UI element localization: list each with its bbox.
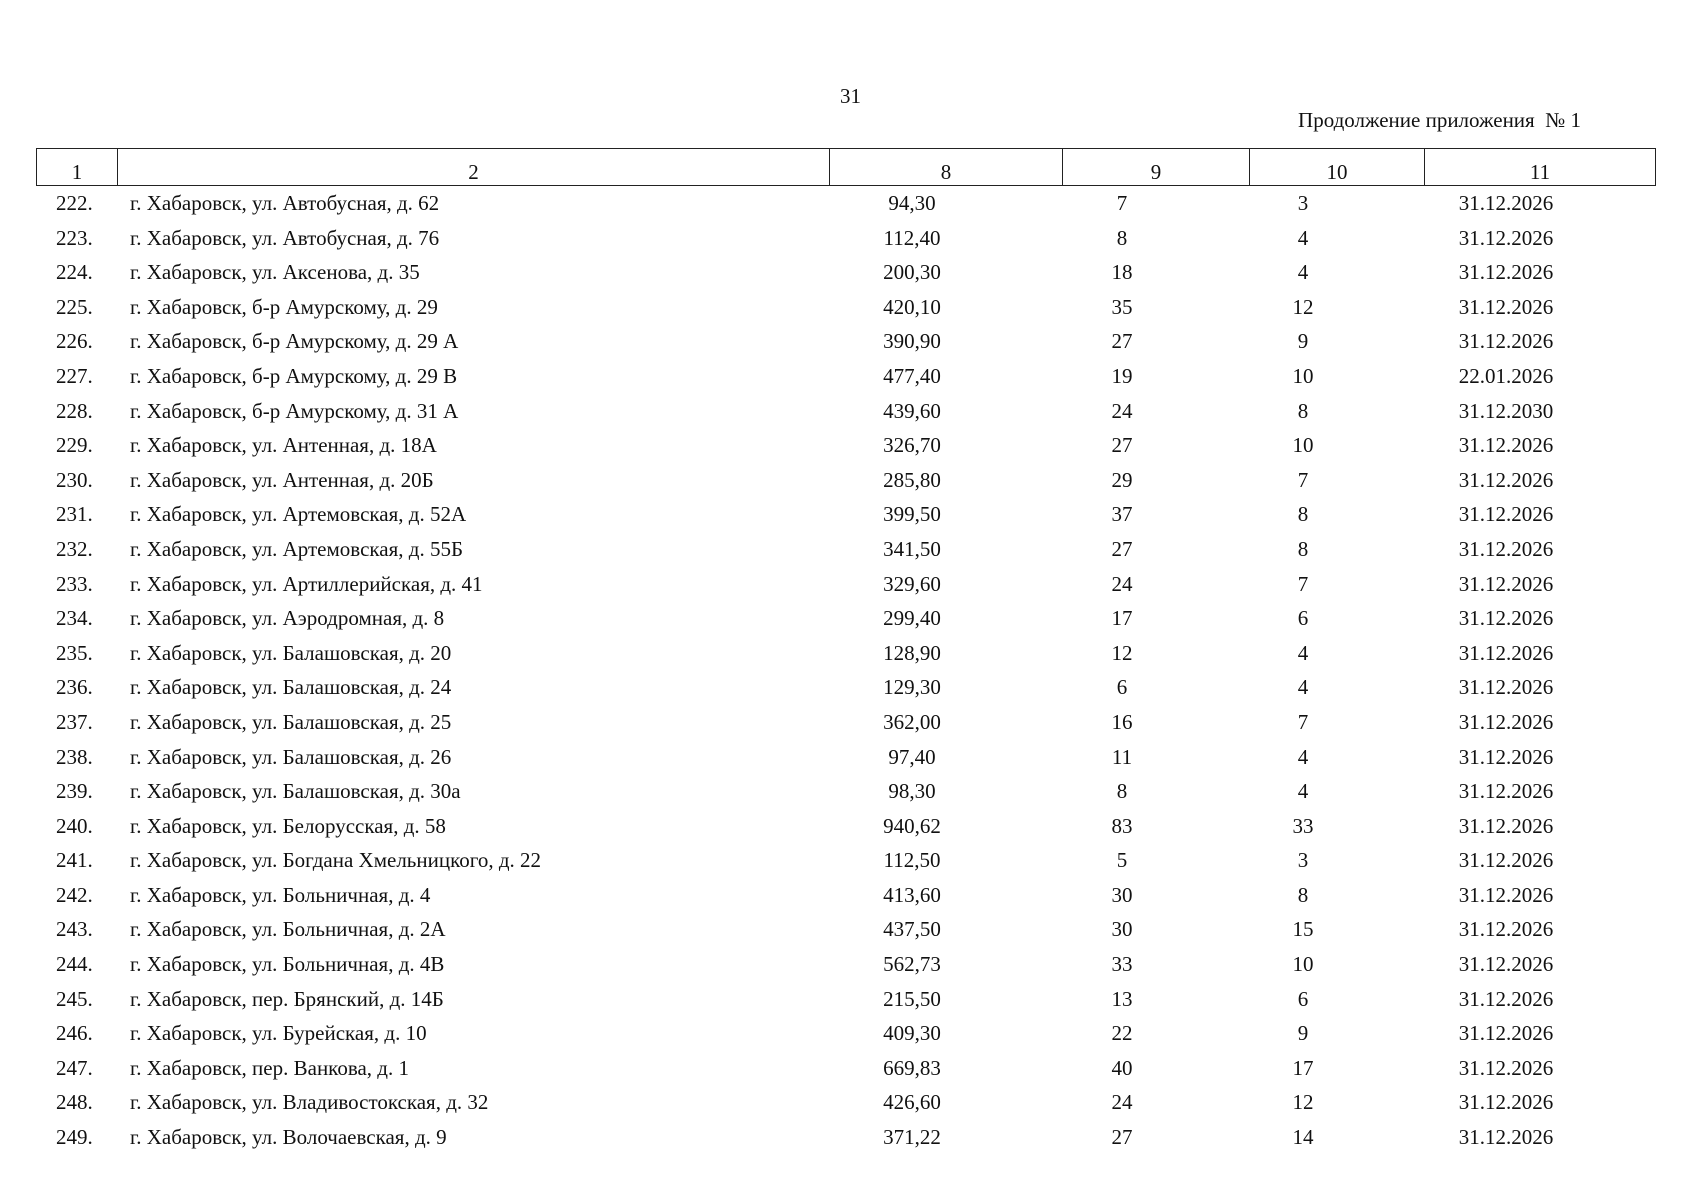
row-col-9: 24	[1111, 398, 1133, 423]
header-col-2: 2	[118, 149, 830, 186]
row-col-9: 27	[1111, 1125, 1133, 1150]
row-area: 477,40	[883, 363, 941, 388]
row-col-9: 13	[1111, 986, 1133, 1011]
table-row	[36, 604, 1656, 639]
row-address: г. Хабаровск, ул. Артемовская, д. 52А	[130, 502, 467, 527]
table-row	[36, 708, 1656, 743]
table-row	[36, 985, 1656, 1020]
row-area: 409,30	[883, 1021, 941, 1046]
row-number: 226.	[56, 329, 93, 354]
table-row	[36, 258, 1656, 293]
row-col-9: 6	[1116, 675, 1128, 700]
table-row	[36, 189, 1656, 224]
row-col-10: 8	[1297, 398, 1309, 423]
row-address: г. Хабаровск, ул. Антенная, д. 20Б	[130, 467, 434, 492]
row-address: г. Хабаровск, ул. Антенная, д. 18А	[130, 433, 437, 458]
row-date: 31.12.2026	[1458, 952, 1554, 977]
row-number: 222.	[56, 191, 93, 215]
row-date: 31.12.2026	[1458, 1021, 1554, 1046]
row-address: г. Хабаровск, ул. Больничная, д. 2А	[130, 917, 446, 942]
row-col-9: 8	[1116, 779, 1128, 804]
row-col-10: 4	[1297, 640, 1309, 665]
table-row	[36, 327, 1656, 362]
row-address: г. Хабаровск, ул. Богдана Хмельницкого, д. 22	[130, 848, 542, 873]
row-number: 247.	[56, 1055, 93, 1080]
row-col-10: 7	[1297, 467, 1309, 492]
row-number: 232.	[56, 536, 93, 561]
row-col-10: 9	[1297, 329, 1309, 354]
row-col-10: 7	[1297, 571, 1309, 596]
row-number: 228.	[56, 398, 93, 423]
row-col-10: 7	[1297, 709, 1309, 734]
row-area: 390,90	[883, 329, 941, 354]
row-col-10: 4	[1297, 225, 1309, 250]
row-date: 22.01.2026	[1458, 363, 1554, 388]
row-col-9: 30	[1111, 917, 1133, 942]
header-col-11: 11	[1425, 149, 1656, 186]
row-col-9: 35	[1111, 294, 1133, 319]
table-row	[36, 362, 1656, 397]
row-number: 227.	[56, 363, 93, 388]
table-row	[36, 224, 1656, 259]
row-col-10: 4	[1297, 779, 1309, 804]
row-date: 31.12.2026	[1458, 917, 1554, 942]
row-area: 129,30	[883, 675, 941, 700]
row-col-9: 8	[1116, 225, 1128, 250]
row-area: 439,60	[883, 398, 941, 423]
row-col-10: 14	[1292, 1125, 1314, 1150]
table-row	[36, 570, 1656, 605]
row-area: 112,50	[883, 848, 941, 873]
row-area: 399,50	[883, 502, 941, 527]
row-number: 248.	[56, 1090, 93, 1115]
row-number: 237.	[56, 709, 93, 734]
row-address: г. Хабаровск, ул. Автобусная, д. 76	[130, 225, 440, 250]
row-address: г. Хабаровск, ул. Артиллерийская, д. 41	[130, 571, 483, 596]
row-area: 329,60	[883, 571, 941, 596]
column-header-table	[36, 148, 1656, 186]
row-area: 437,50	[883, 917, 941, 942]
row-col-9: 12	[1111, 640, 1133, 665]
row-date: 31.12.2026	[1458, 779, 1554, 804]
row-number: 238.	[56, 744, 93, 769]
row-number: 243.	[56, 917, 93, 942]
row-col-10: 10	[1292, 433, 1314, 458]
row-number: 235.	[56, 640, 93, 665]
row-date: 31.12.2026	[1458, 1125, 1554, 1150]
row-col-9: 27	[1111, 433, 1133, 458]
row-number: 242.	[56, 882, 93, 907]
table-row	[36, 915, 1656, 950]
row-date: 31.12.2026	[1458, 882, 1554, 907]
row-date: 31.12.2026	[1458, 260, 1554, 285]
row-number: 234.	[56, 606, 93, 631]
row-address: г. Хабаровск, ул. Белорусская, д. 58	[130, 813, 446, 838]
table-row	[36, 639, 1656, 674]
row-area: 285,80	[883, 467, 941, 492]
row-address: г. Хабаровск, б-р Амурскому, д. 31 А	[130, 398, 459, 423]
row-col-9: 19	[1111, 363, 1133, 388]
row-area: 426,60	[883, 1090, 941, 1115]
row-area: 299,40	[883, 606, 941, 631]
row-address: г. Хабаровск, ул. Больничная, д. 4В	[130, 952, 445, 977]
row-date: 31.12.2026	[1458, 467, 1554, 492]
row-number: 244.	[56, 952, 93, 977]
row-number: 224.	[56, 260, 93, 285]
row-address: г. Хабаровск, ул. Волочаевская, д. 9	[130, 1125, 447, 1150]
table-row	[36, 673, 1656, 708]
row-col-9: 29	[1111, 467, 1133, 492]
row-col-9: 40	[1111, 1055, 1133, 1080]
row-number: 223.	[56, 225, 93, 250]
row-address: г. Хабаровск, ул. Артемовская, д. 55Б	[130, 536, 464, 561]
row-date: 31.12.2026	[1458, 640, 1554, 665]
row-col-10: 9	[1297, 1021, 1309, 1046]
row-address: г. Хабаровск, ул. Владивостокская, д. 32	[130, 1090, 489, 1115]
table-row	[36, 466, 1656, 501]
row-area: 215,50	[883, 986, 941, 1011]
table-row	[36, 950, 1656, 985]
row-area: 112,40	[883, 225, 941, 250]
row-date: 31.12.2026	[1458, 986, 1554, 1011]
table-row	[36, 500, 1656, 535]
row-address: г. Хабаровск, ул. Балашовская, д. 26	[130, 744, 452, 769]
table-row	[36, 1088, 1656, 1123]
row-address: г. Хабаровск, ул. Бурейская, д. 10	[130, 1021, 427, 1046]
row-address: г. Хабаровск, ул. Больничная, д. 4	[130, 882, 431, 907]
table-row	[36, 535, 1656, 570]
row-area: 98,30	[888, 779, 936, 804]
row-address: г. Хабаровск, ул. Балашовская, д. 25	[130, 709, 452, 734]
row-date: 31.12.2026	[1458, 744, 1554, 769]
table-row	[36, 1054, 1656, 1089]
table-row	[36, 881, 1656, 916]
row-date: 31.12.2026	[1458, 536, 1554, 561]
row-area: 97,40	[888, 744, 936, 769]
row-col-9: 22	[1111, 1021, 1133, 1046]
row-col-10: 10	[1292, 363, 1314, 388]
row-area: 94,30	[888, 191, 936, 215]
row-col-10: 3	[1297, 848, 1309, 873]
row-date: 31.12.2030	[1458, 398, 1554, 423]
header-col-9: 9	[1063, 149, 1250, 186]
row-address: г. Хабаровск, ул. Аксенова, д. 35	[130, 260, 420, 285]
row-date: 31.12.2026	[1458, 848, 1554, 873]
row-col-9: 16	[1111, 709, 1133, 734]
row-address: г. Хабаровск, пер. Брянский, д. 14Б	[130, 986, 444, 1011]
row-col-9: 37	[1111, 502, 1133, 527]
row-col-10: 4	[1297, 675, 1309, 700]
row-area: 200,30	[883, 260, 941, 285]
row-col-9: 11	[1111, 744, 1133, 769]
row-date: 31.12.2026	[1458, 1055, 1554, 1080]
row-col-9: 5	[1116, 848, 1128, 873]
table-row	[36, 1123, 1656, 1158]
row-date: 31.12.2026	[1458, 709, 1554, 734]
row-col-9: 24	[1111, 571, 1133, 596]
row-address: г. Хабаровск, ул. Балашовская, д. 30а	[130, 779, 461, 804]
header-col-8: 8	[830, 149, 1063, 186]
table-row	[36, 1019, 1656, 1054]
row-address: г. Хабаровск, ул. Аэродромная, д. 8	[130, 606, 445, 631]
row-number: 231.	[56, 502, 93, 527]
table-row	[36, 812, 1656, 847]
row-col-9: 18	[1111, 260, 1133, 285]
table-row	[36, 846, 1656, 881]
data-rows	[36, 189, 1656, 1158]
row-col-9: 24	[1111, 1090, 1133, 1115]
row-number: 236.	[56, 675, 93, 700]
continuation-label: Продолжение приложения № 1	[1298, 108, 1581, 132]
row-date: 31.12.2026	[1458, 571, 1554, 596]
page-number: 31	[840, 84, 861, 108]
row-col-10: 8	[1297, 502, 1309, 527]
header-col-10: 10	[1250, 149, 1425, 186]
row-col-9: 83	[1111, 813, 1133, 838]
row-date: 31.12.2026	[1458, 813, 1554, 838]
row-number: 249.	[56, 1125, 93, 1150]
table-row	[36, 397, 1656, 432]
row-area: 940,62	[883, 813, 941, 838]
row-number: 225.	[56, 294, 93, 319]
row-col-10: 3	[1297, 191, 1309, 215]
row-col-10: 6	[1297, 606, 1309, 631]
row-col-9: 17	[1111, 606, 1133, 631]
row-col-10: 33	[1292, 813, 1314, 838]
header-col-1: 1	[37, 149, 118, 186]
row-area: 371,22	[883, 1125, 941, 1150]
table-row	[36, 777, 1656, 812]
row-area: 362,00	[883, 709, 941, 734]
row-number: 230.	[56, 467, 93, 492]
row-area: 562,73	[883, 952, 941, 977]
table-row	[36, 431, 1656, 466]
row-address: г. Хабаровск, ул. Балашовская, д. 20	[130, 640, 452, 665]
row-col-9: 7	[1116, 191, 1128, 215]
row-col-10: 10	[1292, 952, 1314, 977]
row-date: 31.12.2026	[1458, 329, 1554, 354]
table-row	[36, 293, 1656, 328]
row-date: 31.12.2026	[1458, 502, 1554, 527]
row-col-10: 4	[1297, 260, 1309, 285]
row-col-9: 27	[1111, 536, 1133, 561]
row-number: 241.	[56, 848, 93, 873]
row-area: 341,50	[883, 536, 941, 561]
row-area: 420,10	[883, 294, 941, 319]
row-col-10: 8	[1297, 536, 1309, 561]
row-number: 245.	[56, 986, 93, 1011]
row-date: 31.12.2026	[1458, 675, 1554, 700]
row-area: 413,60	[883, 882, 941, 907]
row-address: г. Хабаровск, б-р Амурскому, д. 29 А	[130, 329, 459, 354]
row-area: 326,70	[883, 433, 941, 458]
row-col-10: 12	[1292, 294, 1314, 319]
row-address: г. Хабаровск, ул. Автобусная, д. 62	[130, 191, 440, 215]
row-col-9: 27	[1111, 329, 1133, 354]
row-col-9: 30	[1111, 882, 1133, 907]
row-col-10: 4	[1297, 744, 1309, 769]
row-date: 31.12.2026	[1458, 1090, 1554, 1115]
row-address: г. Хабаровск, б-р Амурскому, д. 29 В	[130, 363, 458, 388]
row-col-9: 33	[1111, 952, 1133, 977]
row-date: 31.12.2026	[1458, 606, 1554, 631]
row-col-10: 15	[1292, 917, 1314, 942]
row-number: 240.	[56, 813, 93, 838]
row-date: 31.12.2026	[1458, 225, 1554, 250]
row-col-10: 12	[1292, 1090, 1314, 1115]
row-date: 31.12.2026	[1458, 191, 1554, 215]
row-date: 31.12.2026	[1458, 433, 1554, 458]
table-row	[36, 743, 1656, 778]
row-date: 31.12.2026	[1458, 294, 1554, 319]
row-area: 669,83	[883, 1055, 941, 1080]
row-number: 229.	[56, 433, 93, 458]
row-col-10: 8	[1297, 882, 1309, 907]
row-number: 239.	[56, 779, 93, 804]
row-address: г. Хабаровск, пер. Ванкова, д. 1	[130, 1055, 409, 1080]
row-area: 128,90	[883, 640, 941, 665]
row-number: 233.	[56, 571, 93, 596]
row-col-10: 6	[1297, 986, 1309, 1011]
row-col-10: 17	[1292, 1055, 1314, 1080]
row-number: 246.	[56, 1021, 93, 1046]
row-address: г. Хабаровск, ул. Балашовская, д. 24	[130, 675, 452, 700]
row-address: г. Хабаровск, б-р Амурскому, д. 29	[130, 294, 438, 319]
